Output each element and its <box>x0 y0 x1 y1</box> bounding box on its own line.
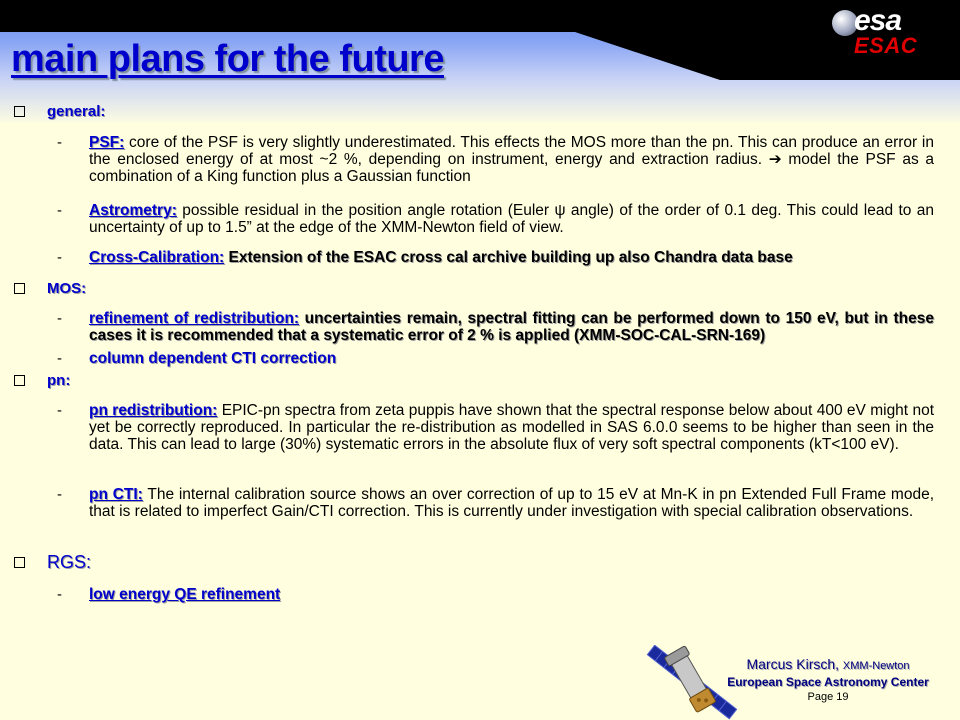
item-label: refinement of redistribution: <box>89 310 300 327</box>
item-label: column dependent CTI correction <box>89 350 337 367</box>
item-text: core of the PSF is very slightly underestimated. This effects the MOS more than the pn. This can produce an error in the enclosed energy of at most ~2 %, depending on instrument, energy and extraction radius. <box>89 134 934 168</box>
item-label: Astrometry: <box>89 202 177 219</box>
list-item-psf <box>89 134 934 185</box>
list-item-mos-redistribution <box>89 310 934 344</box>
list-item-rgs-qe <box>89 586 934 603</box>
logo-esa-text: esa <box>854 4 902 37</box>
dash-bullet: - <box>57 310 62 327</box>
section-heading-pn: pn: <box>47 372 71 389</box>
list-item-mos-cti <box>89 350 934 367</box>
dash-bullet: - <box>57 402 62 419</box>
list-item-pn-cti <box>89 486 934 520</box>
section-heading-general: general: <box>47 103 106 120</box>
item-text: Extension of the ESAC cross cal archive building up also Chandra data base <box>224 249 793 266</box>
section-heading-mos: MOS: <box>47 280 87 297</box>
item-label: Cross-Calibration: <box>89 249 225 266</box>
dash-bullet: - <box>57 134 62 151</box>
section-heading-rgs: RGS: <box>47 552 92 572</box>
dash-bullet: - <box>57 202 62 219</box>
page-number: Page 19 <box>807 691 849 703</box>
dash-bullet: - <box>57 350 62 367</box>
list-item-pn-redistribution <box>89 402 934 453</box>
logo-esac-text: ESAC <box>854 33 918 58</box>
list-item-cross-calibration <box>89 249 934 266</box>
square-bullet-icon <box>14 557 25 568</box>
item-label: low energy QE refinement <box>89 586 281 603</box>
square-bullet-icon <box>14 106 25 117</box>
footer <box>708 656 948 703</box>
item-label: PSF: <box>89 134 125 151</box>
item-text: The internal calibration source shows an over correction of up to 15 eV at Mn-K in pn Extended Full Frame mode, that is related to imperfect Gain/CTI correction. This is currently under investigation with special calibration observations. <box>89 486 934 520</box>
item-text: uncertainties remain, spectral fitting can be performed down to 150 eV, but in these cases it is recommended that a systematic error of 2 % is applied (XMM-SOC-CAL-SRN-169) <box>89 310 934 344</box>
dash-bullet: - <box>57 486 62 503</box>
esa-esac-logo <box>828 4 938 56</box>
footer-center: European Space Astronomy Center <box>727 675 929 689</box>
list-item-astrometry <box>89 202 934 236</box>
item-text-continued: model the PSF as a combination of a King function plus a Gaussian function <box>89 151 935 185</box>
square-bullet-icon <box>14 375 25 386</box>
item-text: possible residual in the position angle rotation (Euler ψ angle) of the order of 0.1 deg. This could lead to an uncertainty of up to 1.5” at the edge of the XMM-Newton field of view. <box>89 202 934 236</box>
footer-author-line <box>708 656 948 672</box>
dash-bullet: - <box>57 586 62 603</box>
item-label: pn redistribution: <box>89 402 218 419</box>
item-label: pn CTI: <box>89 486 143 503</box>
dash-bullet: - <box>57 249 62 266</box>
page-title: main plans for the future <box>11 38 444 80</box>
item-text: EPIC-pn spectra from zeta puppis have shown that the spectral response below about 400 eV might not yet be correctly reproduced. In particular the re-distribution as modelled in SAS 6.0.0 seems to be higher than seen in the data. This can lead to large (30%) systematic errors in the absolute flux of very soft spectral components (kT<100 eV). <box>89 402 935 453</box>
arrow-icon: ➔ <box>768 151 782 168</box>
footer-author: Marcus Kirsch, <box>746 656 840 672</box>
footer-mission: XMM-Newton <box>842 660 910 672</box>
square-bullet-icon <box>14 283 25 294</box>
